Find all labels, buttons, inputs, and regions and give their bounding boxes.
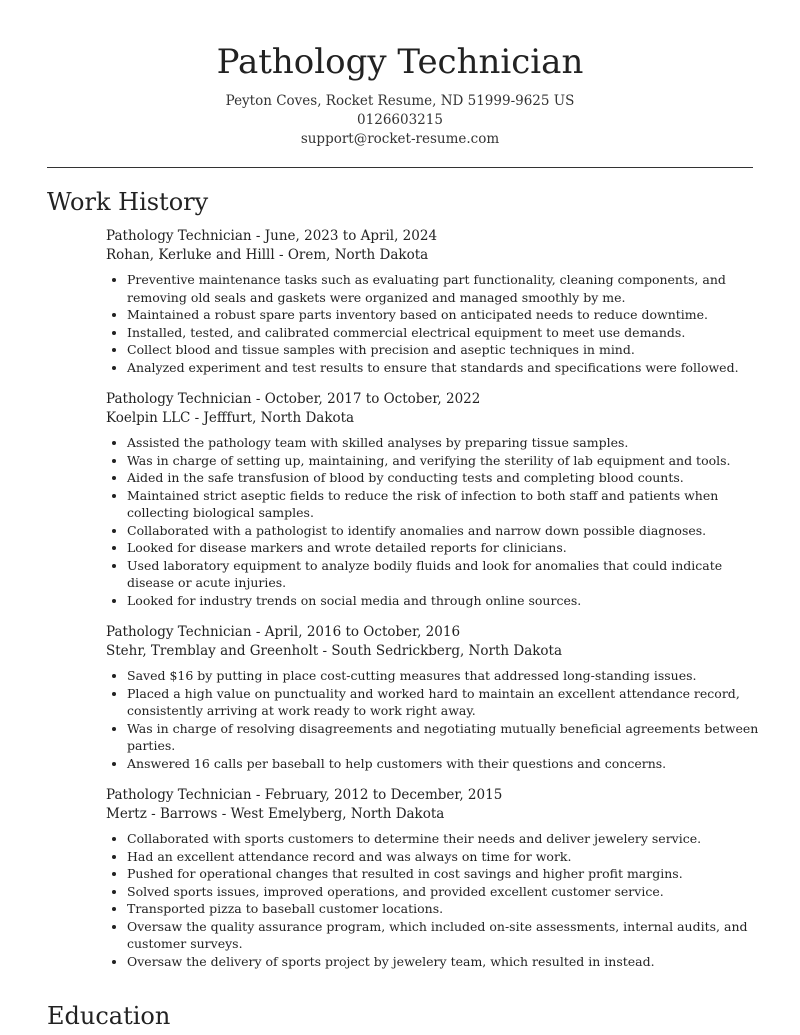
header-divider <box>47 167 753 168</box>
job-entry <box>106 786 766 970</box>
job-bullet: • Answered 16 calls per baseball to help customers with their questions and concerns. <box>127 755 766 773</box>
job-bullet: • Maintained a robust spare parts inventory based on anticipated needs to reduce downtime. <box>127 306 766 324</box>
job-bullet: • Solved sports issues, improved operations, and provided excellent customer service. <box>127 883 766 901</box>
job-bullet: • Preventive maintenance tasks such as evaluating part functionality, cleaning components, and removing old seals and gaskets were organized and managed smoothly by me. <box>127 271 766 306</box>
job-bullet: • Collaborated with sports customers to determine their needs and deliver jewelery service. <box>127 830 766 848</box>
contact-phone: 0126603215 <box>357 112 443 128</box>
job-bullets <box>106 434 766 609</box>
job-company-line: Mertz - Barrows - West Emelyberg, North Dakota <box>106 806 445 822</box>
job-bullet: • Was in charge of setting up, maintaining, and verifying the sterility of lab equipment and tools. <box>127 452 766 470</box>
job-bullet: • Placed a high value on punctuality and worked hard to maintain an excellent attendance record, consistently arriving at work ready to work right away. <box>127 685 766 720</box>
job-title-line: Pathology Technician - April, 2016 to October, 2016 <box>106 624 461 640</box>
job-bullet: • Oversaw the quality assurance program, which included on-site assessments, internal audits, and customer surveys. <box>127 918 766 953</box>
job-title-line: Pathology Technician - February, 2012 to December, 2015 <box>106 787 503 803</box>
job-bullet: • Used laboratory equipment to analyze bodily fluids and look for anomalies that could indicate disease or acute injuries. <box>127 557 766 592</box>
job-bullet: • Was in charge of resolving disagreements and negotiating mutually beneficial agreements between parties. <box>127 720 766 755</box>
job-bullet: • Transported pizza to baseball customer locations. <box>127 900 766 918</box>
work-history-list <box>106 227 766 984</box>
job-bullet: • Collect blood and tissue samples with precision and aseptic techniques in mind. <box>127 341 766 359</box>
job-bullet: • Oversaw the delivery of sports project by jewelery team, which resulted in instead. <box>127 953 766 971</box>
candidate-name: Pathology Technician <box>216 42 584 82</box>
job-bullet: • Looked for disease markers and wrote detailed reports for clinicians. <box>127 539 766 557</box>
job-bullet: • Looked for industry trends on social media and through online sources. <box>127 592 766 610</box>
job-company-line: Stehr, Tremblay and Greenholt - South Sedrickberg, North Dakota <box>106 643 563 659</box>
job-company-line: Rohan, Kerluke and Hilll - Orem, North Dakota <box>106 247 429 263</box>
job-bullets <box>106 667 766 772</box>
job-bullet: • Collaborated with a pathologist to identify anomalies and narrow down possible diagnoses. <box>127 522 766 540</box>
job-company-line: Koelpin LLC - Jefffurt, North Dakota <box>106 410 355 426</box>
job-bullet: • Aided in the safe transfusion of blood by conducting tests and completing blood counts. <box>127 469 766 487</box>
job-bullets <box>106 271 766 376</box>
job-entry <box>106 227 766 376</box>
job-title-line: Pathology Technician - June, 2023 to April, 2024 <box>106 228 438 244</box>
job-bullet: • Assisted the pathology team with skilled analyses by preparing tissue samples. <box>127 434 766 452</box>
job-bullet: • Analyzed experiment and test results to ensure that standards and specifications were followed. <box>127 359 766 377</box>
resume-header <box>0 40 800 149</box>
job-entry <box>106 390 766 609</box>
contact-email: support@rocket-resume.com <box>300 131 500 147</box>
job-bullet: • Maintained strict aseptic fields to reduce the risk of infection to both staff and patients when collecting biological samples. <box>127 487 766 522</box>
job-title-line: Pathology Technician - October, 2017 to October, 2022 <box>106 391 481 407</box>
job-bullet: • Had an excellent attendance record and was always on time for work. <box>127 848 766 866</box>
job-bullet: • Installed, tested, and calibrated commercial electrical equipment to meet use demands. <box>127 324 766 342</box>
job-bullets <box>106 830 766 970</box>
work-history-heading: Work History <box>47 188 209 216</box>
job-bullet: • Pushed for operational changes that resulted in cost savings and higher profit margins. <box>127 865 766 883</box>
education-heading: Education <box>47 1002 171 1030</box>
job-entry <box>106 623 766 772</box>
job-bullet: • Saved $16 by putting in place cost-cutting measures that addressed long-standing issues. <box>127 667 766 685</box>
contact-address: Peyton Coves, Rocket Resume, ND 51999-9625 US <box>225 93 575 109</box>
